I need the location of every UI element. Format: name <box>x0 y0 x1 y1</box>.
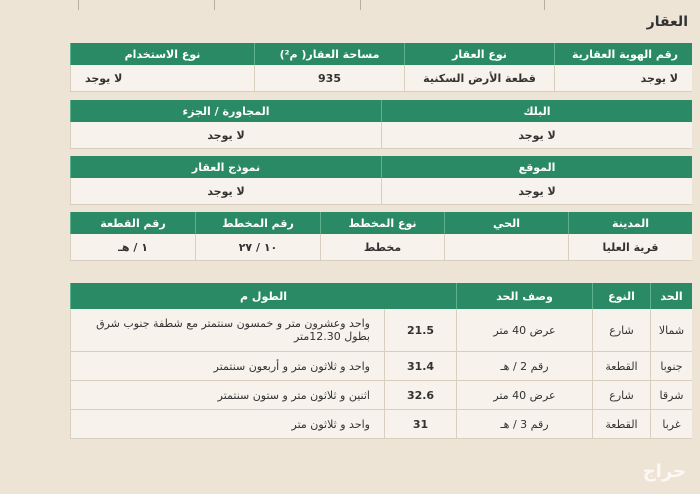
header-type: النوع <box>592 283 650 309</box>
boundary-type: شارع <box>592 381 650 409</box>
value-plan-number: ١٠ / ٢٧ <box>195 234 320 260</box>
value-plot-number: ١ / هـ <box>70 234 195 260</box>
value-plan-type: مخطط <box>320 234 444 260</box>
header-plot-number: رقم القطعة <box>70 212 195 234</box>
boundary-direction: شرقا <box>650 381 692 409</box>
table-row <box>70 410 692 439</box>
boundaries-table <box>70 283 692 439</box>
block-value-row <box>70 122 692 149</box>
location-model-table <box>70 156 692 205</box>
haraj-watermark-logo: حراج <box>642 461 686 482</box>
boundary-type: القطعة <box>592 352 650 380</box>
plan-table <box>70 212 692 261</box>
value-usage-type: لا يوجد <box>70 65 254 91</box>
boundary-desc: رقم 2 / هـ <box>456 352 592 380</box>
boundaries-header-row <box>70 283 692 309</box>
header-neighbor-part: المجاورة / الجزء <box>70 100 381 122</box>
header-property-model: نموذج العقار <box>70 156 381 178</box>
boundary-length: 31 <box>384 410 456 438</box>
boundary-length-text: واحد وعشرون متر و خمسون سنتمتر مع شطفة جنوب شرق بطول 12.30متر <box>70 309 384 351</box>
value-district <box>444 234 568 260</box>
plan-header-row <box>70 212 692 234</box>
header-property-type: نوع العقار <box>404 43 554 65</box>
header-city: المدينة <box>568 212 692 234</box>
header-boundary-desc: وصف الحد <box>456 283 592 309</box>
header-usage-type: نوع الاستخدام <box>70 43 254 65</box>
boundary-length-text: واحد و ثلاثون متر <box>70 410 384 438</box>
boundary-desc: عرض 40 متر <box>456 381 592 409</box>
property-value-row <box>70 65 692 92</box>
location-header-row <box>70 156 692 178</box>
header-location: الموقع <box>381 156 692 178</box>
property-table <box>70 43 692 92</box>
boundary-length-text: واحد و ثلاثون متر و أربعون سنتمتر <box>70 352 384 380</box>
boundary-length: 32.6 <box>384 381 456 409</box>
value-neighbor-part: لا يوجد <box>70 122 381 148</box>
value-block: لا يوجد <box>381 122 692 148</box>
value-property-id: لا يوجد <box>554 65 692 91</box>
value-property-area: 935 <box>254 65 404 91</box>
table-row <box>70 381 692 410</box>
boundary-direction: شمالا <box>650 309 692 351</box>
boundary-direction: جنوبا <box>650 352 692 380</box>
header-plan-number: رقم المخطط <box>195 212 320 234</box>
value-location: لا يوجد <box>381 178 692 204</box>
boundary-desc: عرض 40 متر <box>456 309 592 351</box>
value-city: قرية العليا <box>568 234 692 260</box>
block-header-row <box>70 100 692 122</box>
boundary-type: شارع <box>592 309 650 351</box>
boundary-length-text: اثنين و ثلاثون متر و ستون سنتمتر <box>70 381 384 409</box>
table-row <box>70 309 692 352</box>
table-row <box>70 352 692 381</box>
header-district: الحي <box>444 212 568 234</box>
location-value-row <box>70 178 692 205</box>
header-block: البلك <box>381 100 692 122</box>
section-title: العقار <box>646 14 688 30</box>
value-property-model: لا يوجد <box>70 178 381 204</box>
previous-table-edge <box>52 0 700 10</box>
header-boundary: الحد <box>650 283 692 309</box>
header-plan-type: نوع المخطط <box>320 212 444 234</box>
header-length: الطول م <box>70 283 456 309</box>
boundary-direction: غربا <box>650 410 692 438</box>
boundary-length: 31.4 <box>384 352 456 380</box>
block-neighbor-table <box>70 100 692 149</box>
boundary-desc: رقم 3 / هـ <box>456 410 592 438</box>
property-header-row <box>70 43 692 65</box>
value-property-type: قطعة الأرض السكنية <box>404 65 554 91</box>
plan-value-row <box>70 234 692 261</box>
header-property-id: رقم الهوية العقارية <box>554 43 692 65</box>
header-property-area: مساحة العقار( م²) <box>254 43 404 65</box>
boundary-length: 21.5 <box>384 309 456 351</box>
boundary-type: القطعة <box>592 410 650 438</box>
